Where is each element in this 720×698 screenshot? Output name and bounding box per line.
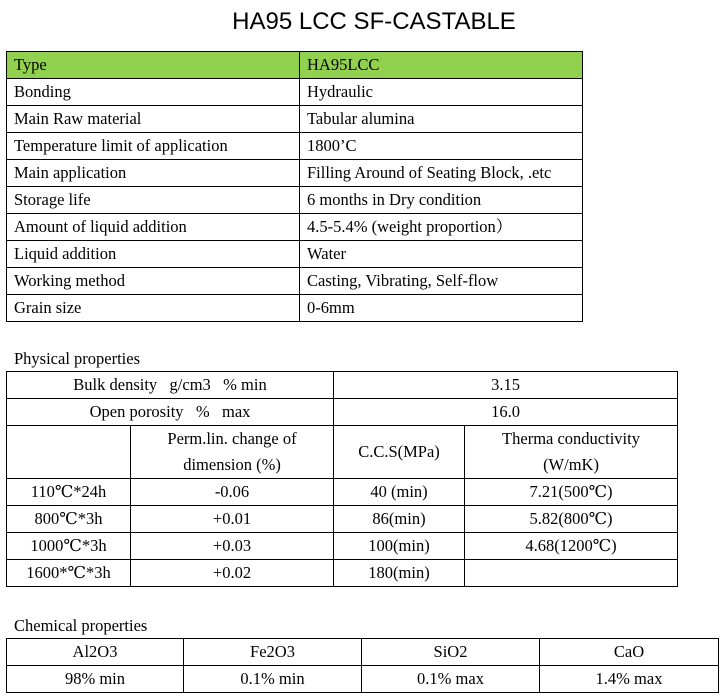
spec-value: Casting, Vibrating, Self-flow: [300, 268, 583, 295]
plc-header-line1: Perm.lin. change of: [167, 429, 297, 448]
open-porosity-value: 16.0: [334, 399, 678, 426]
bulk-density-label: Bulk density g/cm3 % min: [7, 372, 334, 399]
page-title: HA95 LCC SF-CASTABLE: [232, 8, 516, 35]
condition-header: [7, 426, 131, 479]
spec-value: 0-6mm: [300, 295, 583, 322]
fe2o3-value: 0.1% min: [184, 666, 362, 693]
bulk-density-value: 3.15: [334, 372, 678, 399]
spec-row: [7, 241, 583, 268]
spec-label: Amount of liquid addition: [7, 214, 300, 241]
bulk-density-row: [7, 372, 678, 399]
spec-label: Main application: [7, 160, 300, 187]
plc-cell: +0.02: [131, 560, 334, 587]
plc-cell: +0.03: [131, 533, 334, 560]
al2o3-header: Al2O3: [7, 639, 184, 666]
spec-label: Liquid addition: [7, 241, 300, 268]
spec-row: [7, 295, 583, 322]
chemical-table: [6, 638, 719, 693]
condition-cell: 110℃*24h: [7, 479, 131, 506]
spec-table: [6, 51, 583, 322]
spec-label: Type: [7, 52, 300, 79]
tc-header-line2: (W/mK): [543, 455, 599, 474]
cao-value: 1.4% max: [540, 666, 719, 693]
sio2-header: SiO2: [362, 639, 540, 666]
condition-cell: 1600*℃*3h: [7, 560, 131, 587]
spec-row: [7, 79, 583, 106]
spec-label: Bonding: [7, 79, 300, 106]
spec-row: [7, 214, 583, 241]
plc-header: [131, 426, 334, 479]
spec-value: 6 months in Dry condition: [300, 187, 583, 214]
al2o3-value: 98% min: [7, 666, 184, 693]
table-row: [7, 560, 678, 587]
ccs-cell: 40 (min): [334, 479, 465, 506]
ccs-cell: 100(min): [334, 533, 465, 560]
spec-value: 4.5-5.4% (weight proportion）: [300, 214, 583, 241]
ccs-cell: 180(min): [334, 560, 465, 587]
spec-value: Filling Around of Seating Block, .etc: [300, 160, 583, 187]
plc-header-line2: dimension (%): [183, 455, 281, 474]
cao-header: CaO: [540, 639, 719, 666]
spec-row: [7, 187, 583, 214]
spec-value: 1800’C: [300, 133, 583, 160]
spec-header-row: [7, 52, 583, 79]
spec-label: Grain size: [7, 295, 300, 322]
spec-label: Storage life: [7, 187, 300, 214]
table-row: [7, 479, 678, 506]
physical-table: [6, 371, 678, 587]
spec-label: Temperature limit of application: [7, 133, 300, 160]
spec-value: HA95LCC: [300, 52, 583, 79]
tc-cell: 5.82(800℃): [465, 506, 678, 533]
open-porosity-row: [7, 399, 678, 426]
ccs-cell: 86(min): [334, 506, 465, 533]
tc-header: [465, 426, 678, 479]
chemical-value-row: [7, 666, 719, 693]
open-porosity-label: Open porosity % max: [7, 399, 334, 426]
physical-header-row: [7, 426, 678, 479]
chemical-header-row: [7, 639, 719, 666]
tc-cell: 7.21(500℃): [465, 479, 678, 506]
spec-value: Tabular alumina: [300, 106, 583, 133]
table-row: [7, 533, 678, 560]
table-row: [7, 506, 678, 533]
sio2-value: 0.1% max: [362, 666, 540, 693]
spec-value: Hydraulic: [300, 79, 583, 106]
tc-header-line1: Therma conductivity: [502, 429, 640, 448]
chemical-section-label: Chemical properties: [14, 616, 148, 635]
tc-cell: [465, 560, 678, 587]
spec-row: [7, 133, 583, 160]
plc-cell: +0.01: [131, 506, 334, 533]
condition-cell: 800℃*3h: [7, 506, 131, 533]
spec-label: Working method: [7, 268, 300, 295]
spec-value: Water: [300, 241, 583, 268]
ccs-header: C.C.S(MPa): [334, 426, 465, 479]
physical-section-label: Physical properties: [14, 349, 141, 368]
condition-cell: 1000℃*3h: [7, 533, 131, 560]
spec-row: [7, 160, 583, 187]
spec-row: [7, 106, 583, 133]
spec-row: [7, 268, 583, 295]
tc-cell: 4.68(1200℃): [465, 533, 678, 560]
plc-cell: -0.06: [131, 479, 334, 506]
fe2o3-header: Fe2O3: [184, 639, 362, 666]
spec-label: Main Raw material: [7, 106, 300, 133]
